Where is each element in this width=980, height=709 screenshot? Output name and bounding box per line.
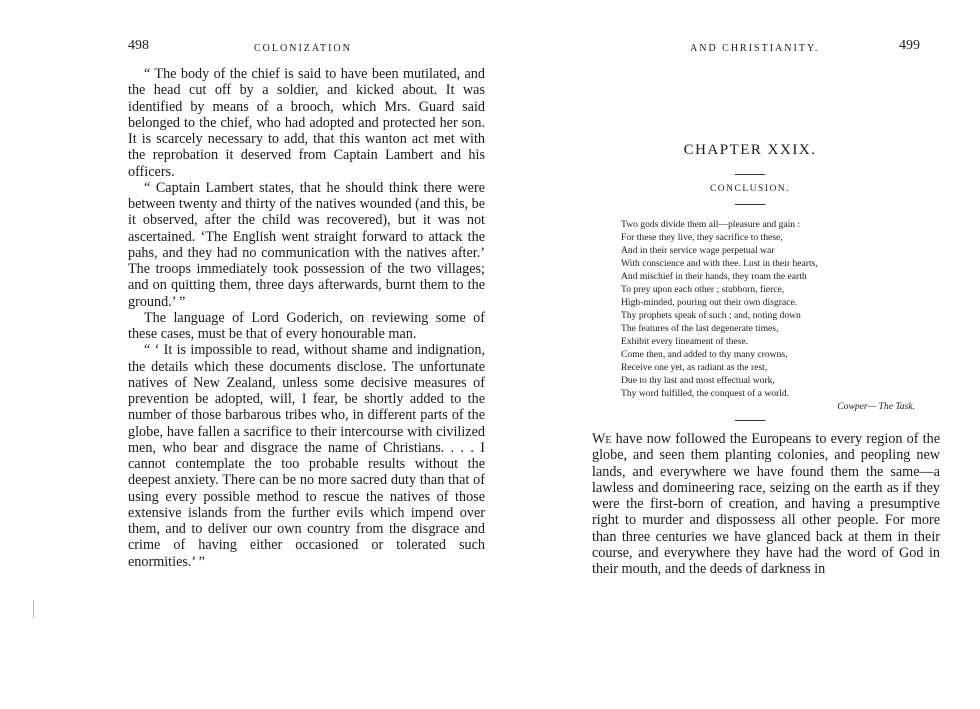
paragraph: “ Captain Lambert states, that he should think there were between twenty and thirty of the natives wounded (and this, be it observed, after the child was recovered), but it was not ascertained. ‘The English went straight forward to attack the pahs, and they had no communication with the natives after.’ The troops immediately took possession of the two villages; and on quitting them, three days afterwards, burnt them to the ground.’ ” xyxy=(128,179,485,310)
poem-line: Exhibit every lineament of these. xyxy=(621,336,749,347)
poem-line: Thy prophets speak of such ; and, noting down xyxy=(621,310,801,321)
chapter-title: CHAPTER XXIX. xyxy=(683,142,817,158)
poem-attribution: Cowper— The Task. xyxy=(837,401,915,412)
poem-line: And in their service wage perpetual war xyxy=(621,245,775,256)
left-page-number: 498 xyxy=(128,38,149,53)
poem-line: To prey upon each other ; stubborn, fierce, xyxy=(621,284,785,295)
poem-line: For these they live, they sacrifice to these, xyxy=(621,232,783,243)
poem-line: Due to thy last and most effectual work, xyxy=(621,375,775,386)
divider xyxy=(735,204,765,205)
poem-line: Come then, and added to thy many crowns, xyxy=(621,349,788,360)
poem-line: With conscience and with thee. Lust in their hearts, xyxy=(621,258,818,269)
margin-mark xyxy=(33,600,34,618)
poem-line: The features of the last degenerate times, xyxy=(621,323,779,334)
divider xyxy=(735,174,765,175)
epigraph-poem xyxy=(621,218,917,413)
poem-line: Two gods divide them all—pleasure and gain : xyxy=(621,219,801,230)
left-running-head: COLONIZATION xyxy=(254,43,352,54)
right-body-text xyxy=(592,431,940,577)
paragraph: “ The body of the chief is said to have been mutilated, and the head cut off by a soldier, and kicked about. It was identified by means of a brooch, which Mrs. Guard said belonged to the chief, who had adopted and protected her son. It is scarcely necessary to add, that this wanton act met with the reprobation it deserved from Captain Lambert and his officers. xyxy=(128,66,485,180)
section-title: CONCLUSION. xyxy=(709,184,791,194)
paragraph-body: have now followed the Europeans to every region of the globe, and seen them planting colonies, and peopling new lands, and everywhere we have found them the same—a lawless and domineering race, seizing on the earth as if they were the first-born of creation, and having a presumptive right to murder and dispossess all other people. For more than three centuries we have glanced back at them in their course, and everywhere they have had the word of God in their mouth, and the deeds of darkness in xyxy=(592,431,940,577)
divider xyxy=(735,420,765,421)
poem-line: Thy word fulfilled, the conquest of a world. xyxy=(621,388,790,399)
drop-word: We xyxy=(592,431,612,447)
poem-line: And mischief in their hands, they roam the earth xyxy=(621,271,807,282)
poem-line: Receive one yet, as radiant as the rest, xyxy=(621,362,768,373)
left-body-text xyxy=(128,66,485,570)
paragraph: The language of Lord Goderich, on reviewing some of these cases, must be that of every honourable man. xyxy=(128,309,485,342)
poem-line: High-minded, pouring out their own disgrace. xyxy=(621,297,798,308)
right-page xyxy=(490,0,980,709)
right-running-head: AND CHRISTIANITY. xyxy=(690,43,820,54)
paragraph xyxy=(592,431,940,577)
right-page-number: 499 xyxy=(899,38,920,53)
paragraph: “ ‘ It is impossible to read, without shame and indignation, the details which these documents disclose. The unfortunate natives of New Zealand, unless some decisive measures of prevention be adopted, will, I fear, be shortly added to the number of those barbarous tribes who, in different parts of the globe, have fallen a sacrifice to their intercourse with civilized men, who bear and disgrace the name of Christians. . . . I cannot contemplate the too probable results without the deepest anxiety. There can be no more sacred duty than that of using every possible method to rescue the natives of those extensive islands from the further evils which impend over them, and to deliver our own country from the disgrace and crime of having either occasioned or tolerated such enormities.’ ” xyxy=(128,342,485,570)
